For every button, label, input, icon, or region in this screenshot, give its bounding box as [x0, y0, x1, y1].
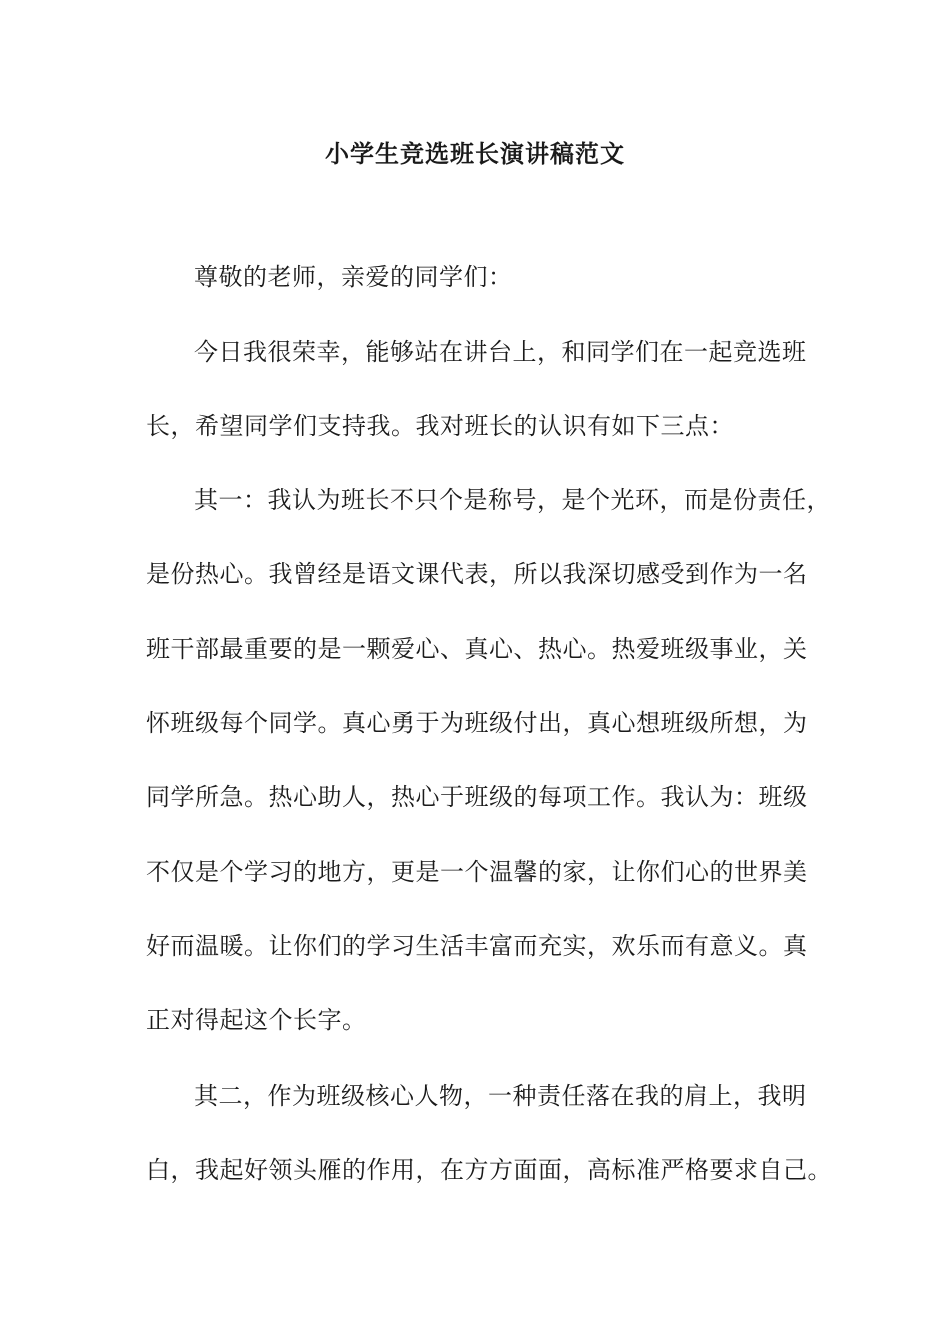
paragraph-line: 其二，作为班级核心人物，一种责任落在我的肩上，我明 [194, 1082, 807, 1110]
paragraph-line: 白，我起好领头雁的作用，在方方面面，高标准严格要求自己。 [146, 1156, 832, 1184]
paragraph-line: 同学所急。热心助人，热心于班级的每项工作。我认为：班级 [146, 783, 808, 811]
paragraph-line: 今日我很荣幸，能够站在讲台上，和同学们在一起竞选班 [194, 338, 807, 366]
paragraph-line: 是份热心。我曾经是语文课代表，所以我深切感受到作为一名 [146, 560, 808, 588]
paragraph-line: 班干部最重要的是一颗爱心、真心、热心。热爱班级事业，关 [146, 635, 808, 663]
paragraph-line: 怀班级每个同学。真心勇于为班级付出，真心想班级所想，为 [146, 709, 808, 737]
paragraph-line: 不仅是个学习的地方，更是一个温馨的家，让你们心的世界美 [146, 858, 808, 886]
paragraph-line: 好而温暖。让你们的学习生活丰富而充实，欢乐而有意义。真 [146, 932, 808, 960]
document-title: 小学生竞选班长演讲稿范文 [325, 139, 625, 168]
paragraph-line: 长，希望同学们支持我。我对班长的认识有如下三点： [146, 412, 734, 440]
paragraph-line: 正对得起这个长字。 [146, 1006, 367, 1034]
greeting-line: 尊敬的老师，亲爱的同学们： [194, 263, 513, 291]
paragraph-line: 其一：我认为班长不只个是称号，是个光环，而是份责任， [194, 486, 831, 514]
